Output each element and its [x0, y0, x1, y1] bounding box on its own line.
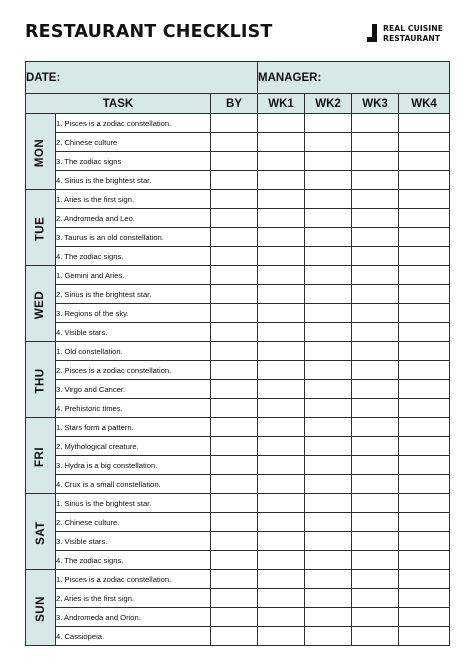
- task-label: 2. Mythological creature.: [56, 437, 211, 456]
- column-header-wk1: WK1: [258, 94, 305, 114]
- check-cell-wk2[interactable]: [305, 494, 352, 513]
- table-row: [26, 285, 450, 304]
- check-cell-wk2[interactable]: [305, 437, 352, 456]
- check-cell-wk4[interactable]: [399, 304, 450, 323]
- check-cell-wk3[interactable]: [352, 342, 399, 361]
- column-header-wk2: WK2: [305, 94, 352, 114]
- check-cell-wk3[interactable]: [352, 285, 399, 304]
- check-cell-wk4[interactable]: [399, 475, 450, 494]
- check-cell-wk1[interactable]: [258, 380, 305, 399]
- check-cell-by[interactable]: [211, 190, 258, 209]
- check-cell-wk3[interactable]: [352, 513, 399, 532]
- check-cell-wk1[interactable]: [258, 342, 305, 361]
- check-cell-wk3[interactable]: [352, 209, 399, 228]
- check-cell-wk3[interactable]: [352, 114, 399, 133]
- check-cell-wk2[interactable]: [305, 342, 352, 361]
- table-row: [26, 266, 450, 285]
- check-cell-wk3[interactable]: [352, 456, 399, 475]
- check-cell-wk3[interactable]: [352, 589, 399, 608]
- check-cell-by[interactable]: [211, 456, 258, 475]
- task-label: 2. Pisces is a zodiac constellation.: [56, 361, 211, 380]
- check-cell-wk2[interactable]: [305, 570, 352, 589]
- table-row: [26, 437, 450, 456]
- check-cell-wk4[interactable]: [399, 532, 450, 551]
- check-cell-wk3[interactable]: [352, 266, 399, 285]
- day-label: MON: [34, 138, 47, 167]
- check-cell-by[interactable]: [211, 266, 258, 285]
- check-cell-wk1[interactable]: [258, 437, 305, 456]
- check-cell-wk2[interactable]: [305, 171, 352, 190]
- check-cell-wk1[interactable]: [258, 228, 305, 247]
- task-label: 4. The zodiac signs.: [56, 551, 211, 570]
- check-cell-wk4[interactable]: [399, 209, 450, 228]
- check-cell-by[interactable]: [211, 285, 258, 304]
- check-cell-wk3[interactable]: [352, 608, 399, 627]
- check-cell-by[interactable]: [211, 342, 258, 361]
- table-row: [26, 209, 450, 228]
- check-cell-by[interactable]: [211, 532, 258, 551]
- check-cell-wk4[interactable]: [399, 551, 450, 570]
- check-cell-wk4[interactable]: [399, 627, 450, 646]
- check-cell-wk3[interactable]: [352, 247, 399, 266]
- table-row: [26, 247, 450, 266]
- task-label: 4. Prehistoric times.: [56, 399, 211, 418]
- day-label: SAT: [34, 520, 47, 545]
- check-cell-wk2[interactable]: [305, 323, 352, 342]
- check-cell-wk1[interactable]: [258, 247, 305, 266]
- brand-logo: [367, 24, 443, 44]
- check-cell-wk1[interactable]: [258, 551, 305, 570]
- check-cell-wk4[interactable]: [399, 133, 450, 152]
- task-label: 1. Gemini and Aries.: [56, 266, 211, 285]
- check-cell-wk4[interactable]: [399, 361, 450, 380]
- task-label: 4. The zodiac signs.: [56, 247, 211, 266]
- check-cell-wk1[interactable]: [258, 456, 305, 475]
- column-header-wk4: WK4: [399, 94, 450, 114]
- task-label: 1. Aries is the first sign.: [56, 190, 211, 209]
- check-cell-by[interactable]: [211, 304, 258, 323]
- check-cell-wk4[interactable]: [399, 285, 450, 304]
- check-cell-wk4[interactable]: [399, 437, 450, 456]
- task-label: 1. Pisces is a zodiac constellation.: [56, 570, 211, 589]
- check-cell-by[interactable]: [211, 551, 258, 570]
- check-cell-by[interactable]: [211, 494, 258, 513]
- check-cell-wk1[interactable]: [258, 570, 305, 589]
- table-row: [26, 171, 450, 190]
- check-cell-wk2[interactable]: [305, 456, 352, 475]
- task-label: 4. Sirius is the brightest star.: [56, 171, 211, 190]
- check-cell-wk2[interactable]: [305, 247, 352, 266]
- check-cell-wk3[interactable]: [352, 171, 399, 190]
- brand-name-line1: REAL CUISINE: [383, 24, 443, 33]
- day-label-cell: [26, 114, 56, 190]
- check-cell-wk3[interactable]: [352, 627, 399, 646]
- table-row: [26, 494, 450, 513]
- table-row: [26, 361, 450, 380]
- check-cell-by[interactable]: [211, 133, 258, 152]
- check-cell-wk4[interactable]: [399, 171, 450, 190]
- table-row: [26, 152, 450, 171]
- check-cell-wk1[interactable]: [258, 627, 305, 646]
- check-cell-wk2[interactable]: [305, 133, 352, 152]
- task-label: 2. Chinese culture.: [56, 513, 211, 532]
- check-cell-by[interactable]: [211, 114, 258, 133]
- check-cell-wk2[interactable]: [305, 114, 352, 133]
- check-cell-by[interactable]: [211, 152, 258, 171]
- task-label: 2. Sirius is the brightest star.: [56, 285, 211, 304]
- table-row: [26, 513, 450, 532]
- task-label: 3. Taurus is an old constellation.: [56, 228, 211, 247]
- column-header-wk3: WK3: [352, 94, 399, 114]
- check-cell-wk3[interactable]: [352, 437, 399, 456]
- check-cell-by[interactable]: [211, 209, 258, 228]
- table-row: [26, 114, 450, 133]
- check-cell-wk3[interactable]: [352, 380, 399, 399]
- column-header-row: [26, 94, 450, 114]
- task-label: 2. Chinese culture: [56, 133, 211, 152]
- check-cell-wk1[interactable]: [258, 190, 305, 209]
- column-header-task: TASK: [26, 94, 211, 114]
- date-field[interactable]: DATE:: [26, 62, 258, 94]
- page-title: RESTAURANT CHECKLIST: [25, 22, 273, 42]
- check-cell-wk2[interactable]: [305, 608, 352, 627]
- check-cell-wk1[interactable]: [258, 494, 305, 513]
- check-cell-by[interactable]: [211, 323, 258, 342]
- check-cell-wk4[interactable]: [399, 228, 450, 247]
- task-label: 3. Regions of the sky.: [56, 304, 211, 323]
- day-label-cell: [26, 342, 56, 418]
- brand-name: [383, 24, 443, 44]
- table-row: [26, 380, 450, 399]
- table-row: [26, 532, 450, 551]
- check-cell-by[interactable]: [211, 475, 258, 494]
- task-label: 3. The zodiac signs: [56, 152, 211, 171]
- day-label: SUN: [34, 595, 47, 622]
- task-label: 1. Old constellation.: [56, 342, 211, 361]
- check-cell-wk2[interactable]: [305, 361, 352, 380]
- check-cell-wk4[interactable]: [399, 190, 450, 209]
- task-label: 2. Andromeda and Leo.: [56, 209, 211, 228]
- day-label: TUE: [34, 216, 47, 241]
- check-cell-wk2[interactable]: [305, 589, 352, 608]
- check-cell-wk1[interactable]: [258, 589, 305, 608]
- check-cell-wk1[interactable]: [258, 323, 305, 342]
- check-cell-wk4[interactable]: [399, 456, 450, 475]
- check-cell-wk1[interactable]: [258, 304, 305, 323]
- table-row: [26, 304, 450, 323]
- brand-mark-icon: [367, 24, 378, 42]
- check-cell-wk2[interactable]: [305, 266, 352, 285]
- check-cell-by[interactable]: [211, 608, 258, 627]
- task-label: 1. Stars form a pattern.: [56, 418, 211, 437]
- check-cell-wk2[interactable]: [305, 380, 352, 399]
- task-label: 2. Aries is the first sign.: [56, 589, 211, 608]
- check-cell-wk2[interactable]: [305, 418, 352, 437]
- checklist-table: [25, 61, 450, 646]
- task-label: 3. Andromeda and Orion.: [56, 608, 211, 627]
- day-label-cell: [26, 494, 56, 570]
- check-cell-wk1[interactable]: [258, 133, 305, 152]
- check-cell-wk3[interactable]: [352, 190, 399, 209]
- table-row: [26, 342, 450, 361]
- check-cell-wk3[interactable]: [352, 323, 399, 342]
- check-cell-wk2[interactable]: [305, 285, 352, 304]
- check-cell-wk1[interactable]: [258, 532, 305, 551]
- task-label: 4. Crux is a small constellation.: [56, 475, 211, 494]
- check-cell-by[interactable]: [211, 437, 258, 456]
- table-row: [26, 475, 450, 494]
- check-cell-wk2[interactable]: [305, 152, 352, 171]
- check-cell-wk4[interactable]: [399, 399, 450, 418]
- check-cell-wk3[interactable]: [352, 551, 399, 570]
- check-cell-wk1[interactable]: [258, 114, 305, 133]
- day-label-cell: [26, 418, 56, 494]
- check-cell-wk3[interactable]: [352, 494, 399, 513]
- check-cell-wk2[interactable]: [305, 551, 352, 570]
- check-cell-wk1[interactable]: [258, 266, 305, 285]
- table-row: [26, 133, 450, 152]
- check-cell-wk4[interactable]: [399, 323, 450, 342]
- task-label: 3. Hydra is a big constellation.: [56, 456, 211, 475]
- check-cell-wk3[interactable]: [352, 570, 399, 589]
- check-cell-wk4[interactable]: [399, 494, 450, 513]
- day-label-cell: [26, 190, 56, 266]
- table-row: [26, 551, 450, 570]
- check-cell-by[interactable]: [211, 513, 258, 532]
- check-cell-wk3[interactable]: [352, 361, 399, 380]
- column-header-by: BY: [211, 94, 258, 114]
- check-cell-wk4[interactable]: [399, 152, 450, 171]
- table-row: [26, 399, 450, 418]
- check-cell-wk4[interactable]: [399, 570, 450, 589]
- check-cell-by[interactable]: [211, 418, 258, 437]
- table-row: [26, 589, 450, 608]
- check-cell-wk4[interactable]: [399, 513, 450, 532]
- task-label: 4. Visible stars.: [56, 323, 211, 342]
- task-label: 4. Cassiopeia.: [56, 627, 211, 646]
- check-cell-wk2[interactable]: [305, 513, 352, 532]
- brand-name-line2: RESTAURANT: [383, 34, 441, 43]
- check-cell-wk2[interactable]: [305, 304, 352, 323]
- check-cell-wk2[interactable]: [305, 190, 352, 209]
- day-label-cell: [26, 266, 56, 342]
- check-cell-wk1[interactable]: [258, 513, 305, 532]
- check-cell-wk4[interactable]: [399, 608, 450, 627]
- check-cell-wk1[interactable]: [258, 285, 305, 304]
- check-cell-wk4[interactable]: [399, 589, 450, 608]
- check-cell-wk3[interactable]: [352, 532, 399, 551]
- check-cell-wk4[interactable]: [399, 247, 450, 266]
- check-cell-wk1[interactable]: [258, 171, 305, 190]
- check-cell-by[interactable]: [211, 589, 258, 608]
- check-cell-wk2[interactable]: [305, 399, 352, 418]
- day-label: THU: [34, 367, 47, 394]
- check-cell-wk2[interactable]: [305, 209, 352, 228]
- day-label-cell: [26, 570, 56, 646]
- check-cell-wk3[interactable]: [352, 133, 399, 152]
- check-cell-wk3[interactable]: [352, 399, 399, 418]
- check-cell-wk2[interactable]: [305, 228, 352, 247]
- check-cell-wk1[interactable]: [258, 399, 305, 418]
- table-row: [26, 570, 450, 589]
- check-cell-wk1[interactable]: [258, 475, 305, 494]
- check-cell-wk1[interactable]: [258, 608, 305, 627]
- task-label: 3. Virgo and Cancer.: [56, 380, 211, 399]
- info-row: [26, 62, 450, 94]
- check-cell-wk3[interactable]: [352, 152, 399, 171]
- check-cell-wk2[interactable]: [305, 627, 352, 646]
- check-cell-wk1[interactable]: [258, 209, 305, 228]
- check-cell-wk1[interactable]: [258, 152, 305, 171]
- check-cell-wk1[interactable]: [258, 418, 305, 437]
- check-cell-wk3[interactable]: [352, 418, 399, 437]
- check-cell-wk4[interactable]: [399, 342, 450, 361]
- table-row: [26, 323, 450, 342]
- check-cell-by[interactable]: [211, 380, 258, 399]
- table-row: [26, 608, 450, 627]
- task-label: 3. Visible stars.: [56, 532, 211, 551]
- table-row: [26, 190, 450, 209]
- table-row: [26, 418, 450, 437]
- check-cell-wk3[interactable]: [352, 304, 399, 323]
- check-cell-by[interactable]: [211, 570, 258, 589]
- check-cell-by[interactable]: [211, 247, 258, 266]
- check-cell-by[interactable]: [211, 361, 258, 380]
- manager-field[interactable]: MANAGER:: [258, 62, 450, 94]
- check-cell-wk2[interactable]: [305, 475, 352, 494]
- check-cell-wk3[interactable]: [352, 228, 399, 247]
- check-cell-by[interactable]: [211, 228, 258, 247]
- task-label: 1. Pisces is a zodiac constellation.: [56, 114, 211, 133]
- day-label: FRI: [34, 446, 47, 467]
- check-cell-wk4[interactable]: [399, 380, 450, 399]
- check-cell-by[interactable]: [211, 171, 258, 190]
- table-row: [26, 228, 450, 247]
- day-label: WED: [34, 290, 47, 319]
- table-row: [26, 627, 450, 646]
- check-cell-wk4[interactable]: [399, 418, 450, 437]
- check-cell-wk1[interactable]: [258, 361, 305, 380]
- task-label: 1. Sirius is the brightest star.: [56, 494, 211, 513]
- check-cell-wk3[interactable]: [352, 475, 399, 494]
- check-cell-wk2[interactable]: [305, 532, 352, 551]
- check-cell-by[interactable]: [211, 627, 258, 646]
- check-cell-wk4[interactable]: [399, 114, 450, 133]
- check-cell-wk4[interactable]: [399, 266, 450, 285]
- check-cell-by[interactable]: [211, 399, 258, 418]
- table-row: [26, 456, 450, 475]
